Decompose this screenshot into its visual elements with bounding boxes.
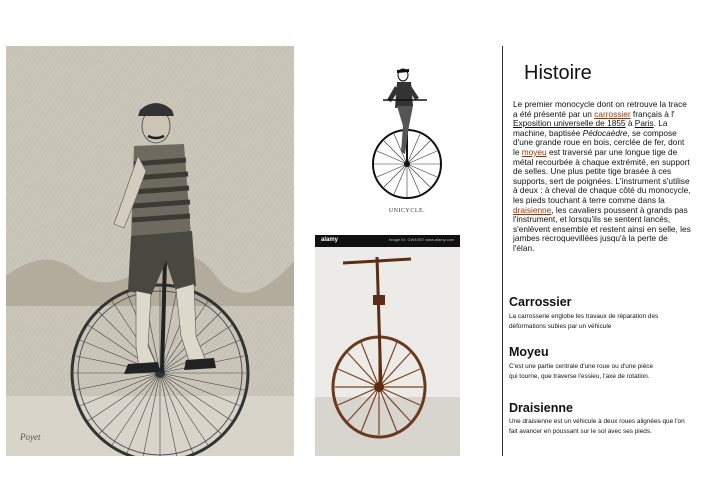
column-divider	[502, 46, 503, 456]
wooden-monocycle-photo	[315, 235, 460, 456]
monocycle-drawing	[315, 247, 460, 456]
link-carrossier[interactable]: carrossier	[594, 108, 631, 119]
alamy-logo: alamy	[321, 237, 339, 243]
definition-term-moyeu: Moyeu	[509, 345, 549, 359]
watermark-bar	[315, 235, 460, 247]
engraving-caption: UNICYCLE.	[388, 208, 426, 214]
section-title: Histoire	[524, 62, 592, 84]
link-draisienne[interactable]: draisienne	[513, 204, 552, 215]
engraving-drawing	[353, 62, 461, 202]
definition-term-draisienne: Draisienne	[509, 401, 573, 415]
history-paragraph	[513, 100, 691, 254]
history-text: à	[625, 118, 635, 129]
definition-term-carrossier: Carrossier	[509, 295, 572, 309]
link-paris[interactable]: Paris	[634, 118, 654, 129]
machine-name: Pédocaèdre	[582, 127, 628, 138]
definition-text-draisienne: Une draisienne est un véhicule à deux roues alignées que l'on fait avancer en poussant sur le sol avec ses pieds.	[509, 418, 685, 435]
link-exposition[interactable]: Exposition universelle de 1855	[513, 118, 626, 129]
unicycle-engraving	[353, 62, 461, 220]
history-text: français à l'	[630, 108, 675, 119]
definition-text-carrossier: La carrosserie englobe les travaux de réparation des déformations subies par un véhicule	[509, 313, 659, 330]
link-moyeu[interactable]: moyeu	[521, 146, 547, 157]
history-text: , les cavaliers poussent à grands pas l'instrument, et lorsqu'ils se sentent lancés, s'enlèvent ensemble et restent ainsi en selle, les jambes recroquevillées jusqu'à la perte de l'élan.	[513, 204, 691, 253]
stock-image-id: Image ID: GW4XBT www.alamy.com	[389, 237, 454, 242]
history-text: est traversé par une longue tige de métal recourbée à chaque extrémité, en support de selles. Une plus petite tige brasée à ces supports, sert de poignées. L'instrument s'utilise à deux : à cheval de chaque côté du monocycle, les pieds touchant à terre comme dans la	[513, 146, 691, 205]
unicycle-rider-photo	[6, 46, 294, 456]
definition-text-moyeu: C'est une partie centrale d'une roue ou d'une pièce qui tourne, que traverse l'essieu, l'axe de rotation.	[509, 363, 653, 380]
svg-text:Poyet: Poyet	[20, 432, 41, 442]
history-text: , se compose d'une grande roue en bois, cerclée de fer, dont le	[513, 127, 685, 157]
history-text: . La machine, baptisée	[513, 118, 668, 138]
history-text: Le premier monocycle dont on retrouve la trace a été présenté par un	[513, 99, 687, 119]
unicycle-rider-drawing	[6, 46, 294, 456]
